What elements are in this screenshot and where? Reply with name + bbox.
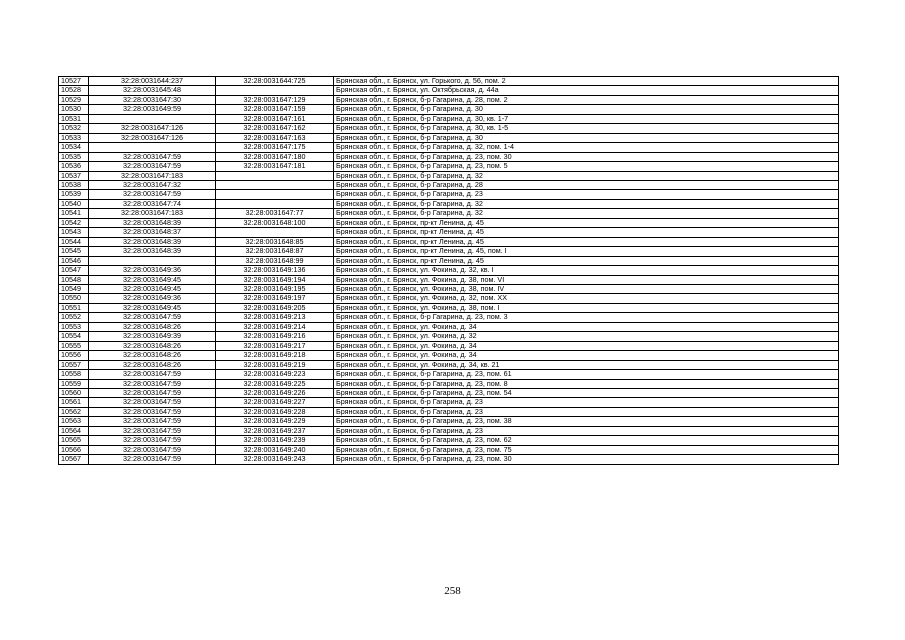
cadastral-number-cell: 32:28:0031648:37 <box>89 228 216 237</box>
table-row <box>59 209 839 218</box>
table-row <box>59 455 839 464</box>
address-cell: Брянская обл., г. Брянск, б-р Гагарина, д. 30 <box>334 133 839 142</box>
object-number-cell: 32:28:0031647:175 <box>216 143 334 152</box>
table-row <box>59 152 839 161</box>
cadastral-number-cell: 32:28:0031647:126 <box>89 124 216 133</box>
table-row <box>59 284 839 293</box>
row-number-cell: 10531 <box>59 114 89 123</box>
address-cell: Брянская обл., г. Брянск, ул. Фокина, д. 34 <box>334 341 839 350</box>
address-cell: Брянская обл., г. Брянск, б-р Гагарина, д. 32 <box>334 199 839 208</box>
cadastral-number-cell: 32:28:0031647:59 <box>89 455 216 464</box>
cadastral-number-cell: 32:28:0031647:59 <box>89 407 216 416</box>
table-row <box>59 171 839 180</box>
table-row <box>59 426 839 435</box>
row-number-cell: 10532 <box>59 124 89 133</box>
object-number-cell: 32:28:0031648:99 <box>216 256 334 265</box>
address-cell: Брянская обл., г. Брянск, ул. Октябрьская, д. 44а <box>334 86 839 95</box>
table-row <box>59 95 839 104</box>
address-cell: Брянская обл., г. Брянск, б-р Гагарина, д. 23, пом. 5 <box>334 162 839 171</box>
cadastral-number-cell: 32:28:0031645:48 <box>89 86 216 95</box>
table-row <box>59 105 839 114</box>
object-number-cell: 32:28:0031649:194 <box>216 275 334 284</box>
table-row <box>59 275 839 284</box>
object-number-cell <box>216 86 334 95</box>
row-number-cell: 10565 <box>59 436 89 445</box>
object-number-cell <box>216 171 334 180</box>
object-number-cell <box>216 228 334 237</box>
cadastral-number-cell: 32:28:0031648:26 <box>89 360 216 369</box>
row-number-cell: 10558 <box>59 370 89 379</box>
table-row <box>59 190 839 199</box>
cadastral-number-cell: 32:28:0031648:26 <box>89 341 216 350</box>
cadastral-number-cell: 32:28:0031644:237 <box>89 77 216 86</box>
table-row <box>59 266 839 275</box>
object-number-cell: 32:28:0031649:219 <box>216 360 334 369</box>
row-number-cell: 10560 <box>59 388 89 397</box>
table-row <box>59 162 839 171</box>
cadastral-number-cell: 32:28:0031649:39 <box>89 332 216 341</box>
object-number-cell: 32:28:0031649:136 <box>216 266 334 275</box>
address-cell: Брянская обл., г. Брянск, пр-кт Ленина, д. 45 <box>334 218 839 227</box>
address-cell: Брянская обл., г. Брянск, б-р Гагарина, д. 23 <box>334 190 839 199</box>
object-number-cell: 32:28:0031649:205 <box>216 303 334 312</box>
row-number-cell: 10559 <box>59 379 89 388</box>
cadastral-number-cell: 32:28:0031647:59 <box>89 190 216 199</box>
row-number-cell: 10541 <box>59 209 89 218</box>
address-cell: Брянская обл., г. Брянск, б-р Гагарина, д. 23, пом. 3 <box>334 313 839 322</box>
cadastral-number-cell: 32:28:0031647:59 <box>89 370 216 379</box>
address-cell: Брянская обл., г. Брянск, ул. Горького, д. 56, пом. 2 <box>334 77 839 86</box>
address-cell: Брянская обл., г. Брянск, б-р Гагарина, д. 23 <box>334 407 839 416</box>
cadastral-number-cell: 32:28:0031647:126 <box>89 133 216 142</box>
row-number-cell: 10566 <box>59 445 89 454</box>
object-number-cell: 32:28:0031649:227 <box>216 398 334 407</box>
object-number-cell: 32:28:0031648:85 <box>216 237 334 246</box>
table-row <box>59 332 839 341</box>
object-number-cell <box>216 180 334 189</box>
cadastral-number-cell: 32:28:0031648:26 <box>89 322 216 331</box>
table-row <box>59 124 839 133</box>
row-number-cell: 10562 <box>59 407 89 416</box>
cadastral-number-cell: 32:28:0031647:59 <box>89 398 216 407</box>
address-cell: Брянская обл., г. Брянск, ул. Фокина, д. 34 <box>334 322 839 331</box>
row-number-cell: 10549 <box>59 284 89 293</box>
table-row <box>59 398 839 407</box>
address-cell: Брянская обл., г. Брянск, б-р Гагарина, д. 23, пом. 38 <box>334 417 839 426</box>
row-number-cell: 10555 <box>59 341 89 350</box>
cadastral-number-cell: 32:28:0031647:59 <box>89 379 216 388</box>
object-number-cell: 32:28:0031649:218 <box>216 351 334 360</box>
cadastral-number-cell: 32:28:0031647:30 <box>89 95 216 104</box>
cadastral-number-cell: 32:28:0031649:45 <box>89 303 216 312</box>
row-number-cell: 10554 <box>59 332 89 341</box>
table-row <box>59 351 839 360</box>
address-cell: Брянская обл., г. Брянск, б-р Гагарина, д. 30, кв. 1-5 <box>334 124 839 133</box>
table-row <box>59 370 839 379</box>
address-cell: Брянская обл., г. Брянск, ул. Фокина, д. 38, пом. VI <box>334 275 839 284</box>
row-number-cell: 10530 <box>59 105 89 114</box>
table-row <box>59 417 839 426</box>
table-row <box>59 445 839 454</box>
object-number-cell: 32:28:0031644:725 <box>216 77 334 86</box>
row-number-cell: 10561 <box>59 398 89 407</box>
cadastral-number-cell: 32:28:0031648:39 <box>89 218 216 227</box>
cadastral-number-cell: 32:28:0031649:45 <box>89 275 216 284</box>
object-number-cell: 32:28:0031649:195 <box>216 284 334 293</box>
table-row <box>59 86 839 95</box>
object-number-cell: 32:28:0031649:243 <box>216 455 334 464</box>
object-number-cell: 32:28:0031647:180 <box>216 152 334 161</box>
cadastral-number-cell: 32:28:0031647:59 <box>89 445 216 454</box>
object-number-cell: 32:28:0031648:87 <box>216 247 334 256</box>
object-number-cell: 32:28:0031649:223 <box>216 370 334 379</box>
object-number-cell: 32:28:0031649:239 <box>216 436 334 445</box>
address-cell: Брянская обл., г. Брянск, пр-кт Ленина, д. 45 <box>334 256 839 265</box>
row-number-cell: 10556 <box>59 351 89 360</box>
cadastral-number-cell: 32:28:0031649:36 <box>89 266 216 275</box>
cadastral-number-cell: 32:28:0031648:39 <box>89 237 216 246</box>
row-number-cell: 10567 <box>59 455 89 464</box>
address-cell: Брянская обл., г. Брянск, б-р Гагарина, д. 30 <box>334 105 839 114</box>
object-number-cell: 32:28:0031649:197 <box>216 294 334 303</box>
cadastral-number-cell: 32:28:0031649:45 <box>89 284 216 293</box>
table-row <box>59 247 839 256</box>
object-number-cell: 32:28:0031649:214 <box>216 322 334 331</box>
object-number-cell: 32:28:0031649:228 <box>216 407 334 416</box>
row-number-cell: 10533 <box>59 133 89 142</box>
table-row <box>59 341 839 350</box>
cadastral-number-cell: 32:28:0031647:74 <box>89 199 216 208</box>
table-row <box>59 303 839 312</box>
row-number-cell: 10542 <box>59 218 89 227</box>
row-number-cell: 10544 <box>59 237 89 246</box>
row-number-cell: 10529 <box>59 95 89 104</box>
row-number-cell: 10551 <box>59 303 89 312</box>
address-cell: Брянская обл., г. Брянск, пр-кт Ленина, д. 45, пом. I <box>334 247 839 256</box>
row-number-cell: 10557 <box>59 360 89 369</box>
object-number-cell: 32:28:0031649:229 <box>216 417 334 426</box>
table-row <box>59 77 839 86</box>
row-number-cell: 10538 <box>59 180 89 189</box>
property-table <box>58 76 839 465</box>
address-cell: Брянская обл., г. Брянск, б-р Гагарина, д. 32 <box>334 171 839 180</box>
address-cell: Брянская обл., г. Брянск, б-р Гагарина, д. 23, пом. 62 <box>334 436 839 445</box>
address-cell: Брянская обл., г. Брянск, б-р Гагарина, д. 23, пом. 54 <box>334 388 839 397</box>
address-cell: Брянская обл., г. Брянск, ул. Фокина, д. 32, кв. I <box>334 266 839 275</box>
row-number-cell: 10548 <box>59 275 89 284</box>
table-row <box>59 218 839 227</box>
address-cell: Брянская обл., г. Брянск, б-р Гагарина, д. 32 <box>334 209 839 218</box>
cadastral-number-cell: 32:28:0031647:32 <box>89 180 216 189</box>
table-row <box>59 199 839 208</box>
table-row <box>59 143 839 152</box>
table-row <box>59 256 839 265</box>
table-row <box>59 388 839 397</box>
row-number-cell: 10563 <box>59 417 89 426</box>
row-number-cell: 10540 <box>59 199 89 208</box>
table-row <box>59 294 839 303</box>
table-row <box>59 379 839 388</box>
address-cell: Брянская обл., г. Брянск, пр-кт Ленина, д. 45 <box>334 228 839 237</box>
address-cell: Брянская обл., г. Брянск, б-р Гагарина, д. 28, пом. 2 <box>334 95 839 104</box>
row-number-cell: 10543 <box>59 228 89 237</box>
cadastral-number-cell: 32:28:0031647:183 <box>89 209 216 218</box>
cadastral-number-cell: 32:28:0031647:59 <box>89 162 216 171</box>
object-number-cell: 32:28:0031647:163 <box>216 133 334 142</box>
address-cell: Брянская обл., г. Брянск, ул. Фокина, д. 32 <box>334 332 839 341</box>
address-cell: Брянская обл., г. Брянск, ул. Фокина, д. 34, кв. 21 <box>334 360 839 369</box>
object-number-cell <box>216 199 334 208</box>
address-cell: Брянская обл., г. Брянск, б-р Гагарина, д. 23, пом. 30 <box>334 455 839 464</box>
table-row <box>59 313 839 322</box>
row-number-cell: 10539 <box>59 190 89 199</box>
page-number: 258 <box>444 585 461 597</box>
cadastral-number-cell <box>89 143 216 152</box>
object-number-cell: 32:28:0031649:225 <box>216 379 334 388</box>
address-cell: Брянская обл., г. Брянск, б-р Гагарина, д. 23, пом. 61 <box>334 370 839 379</box>
object-number-cell: 32:28:0031649:240 <box>216 445 334 454</box>
cadastral-number-cell <box>89 114 216 123</box>
object-number-cell: 32:28:0031648:100 <box>216 218 334 227</box>
property-table-body <box>59 77 839 465</box>
row-number-cell: 10536 <box>59 162 89 171</box>
cadastral-number-cell: 32:28:0031647:59 <box>89 417 216 426</box>
cadastral-number-cell: 32:28:0031647:59 <box>89 388 216 397</box>
cadastral-number-cell: 32:28:0031649:36 <box>89 294 216 303</box>
address-cell: Брянская обл., г. Брянск, ул. Фокина, д. 34 <box>334 351 839 360</box>
table-row <box>59 228 839 237</box>
object-number-cell: 32:28:0031649:217 <box>216 341 334 350</box>
object-number-cell: 32:28:0031647:129 <box>216 95 334 104</box>
address-cell: Брянская обл., г. Брянск, б-р Гагарина, д. 23 <box>334 426 839 435</box>
address-cell: Брянская обл., г. Брянск, б-р Гагарина, д. 32, пом. 1-4 <box>334 143 839 152</box>
object-number-cell: 32:28:0031649:216 <box>216 332 334 341</box>
row-number-cell: 10564 <box>59 426 89 435</box>
cadastral-number-cell: 32:28:0031648:39 <box>89 247 216 256</box>
row-number-cell: 10528 <box>59 86 89 95</box>
address-cell: Брянская обл., г. Брянск, ул. Фокина, д. 38, пом. I <box>334 303 839 312</box>
table-row <box>59 360 839 369</box>
row-number-cell: 10546 <box>59 256 89 265</box>
row-number-cell: 10527 <box>59 77 89 86</box>
table-row <box>59 436 839 445</box>
address-cell: Брянская обл., г. Брянск, б-р Гагарина, д. 28 <box>334 180 839 189</box>
cadastral-number-cell: 32:28:0031647:59 <box>89 152 216 161</box>
row-number-cell: 10534 <box>59 143 89 152</box>
cadastral-number-cell: 32:28:0031649:59 <box>89 105 216 114</box>
cadastral-number-cell: 32:28:0031647:183 <box>89 171 216 180</box>
cadastral-number-cell: 32:28:0031648:26 <box>89 351 216 360</box>
table-row <box>59 407 839 416</box>
object-number-cell: 32:28:0031649:213 <box>216 313 334 322</box>
object-number-cell: 32:28:0031647:159 <box>216 105 334 114</box>
table-row <box>59 322 839 331</box>
address-cell: Брянская обл., г. Брянск, ул. Фокина, д. 32, пом. XX <box>334 294 839 303</box>
object-number-cell: 32:28:0031647:161 <box>216 114 334 123</box>
cadastral-number-cell: 32:28:0031647:59 <box>89 313 216 322</box>
object-number-cell: 32:28:0031647:77 <box>216 209 334 218</box>
row-number-cell: 10535 <box>59 152 89 161</box>
address-cell: Брянская обл., г. Брянск, б-р Гагарина, д. 23, пом. 30 <box>334 152 839 161</box>
object-number-cell <box>216 190 334 199</box>
row-number-cell: 10553 <box>59 322 89 331</box>
row-number-cell: 10552 <box>59 313 89 322</box>
object-number-cell: 32:28:0031647:181 <box>216 162 334 171</box>
cadastral-number-cell: 32:28:0031647:59 <box>89 426 216 435</box>
table-row <box>59 133 839 142</box>
object-number-cell: 32:28:0031649:226 <box>216 388 334 397</box>
cadastral-number-cell <box>89 256 216 265</box>
address-cell: Брянская обл., г. Брянск, б-р Гагарина, д. 23, пом. 75 <box>334 445 839 454</box>
address-cell: Брянская обл., г. Брянск, ул. Фокина, д. 38, пом. IV <box>334 284 839 293</box>
table-row <box>59 180 839 189</box>
address-cell: Брянская обл., г. Брянск, б-р Гагарина, д. 23, пом. 8 <box>334 379 839 388</box>
address-cell: Брянская обл., г. Брянск, пр-кт Ленина, д. 45 <box>334 237 839 246</box>
table-row <box>59 237 839 246</box>
row-number-cell: 10545 <box>59 247 89 256</box>
address-cell: Брянская обл., г. Брянск, б-р Гагарина, д. 30, кв. 1-7 <box>334 114 839 123</box>
row-number-cell: 10537 <box>59 171 89 180</box>
object-number-cell: 32:28:0031647:162 <box>216 124 334 133</box>
cadastral-number-cell: 32:28:0031647:59 <box>89 436 216 445</box>
object-number-cell: 32:28:0031649:237 <box>216 426 334 435</box>
row-number-cell: 10550 <box>59 294 89 303</box>
table-row <box>59 114 839 123</box>
row-number-cell: 10547 <box>59 266 89 275</box>
address-cell: Брянская обл., г. Брянск, б-р Гагарина, д. 23 <box>334 398 839 407</box>
